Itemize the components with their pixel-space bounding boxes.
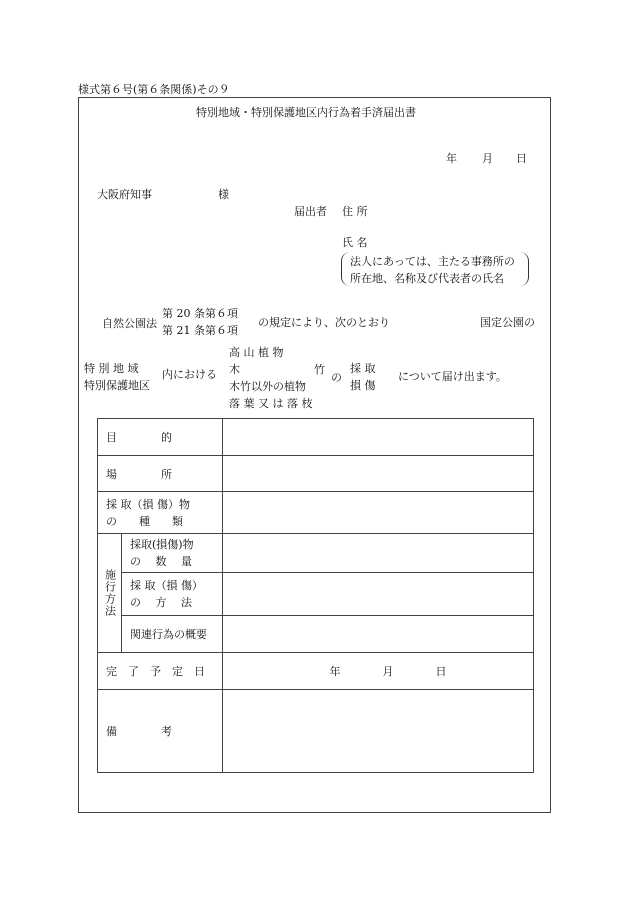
method-field[interactable] bbox=[223, 573, 534, 616]
area-option-1: 特 別 地 域 bbox=[84, 362, 139, 375]
plant-option-4: 落 葉 又 は 落 枝 bbox=[229, 397, 313, 410]
law-name: 自然公園法 bbox=[102, 317, 157, 330]
completion-day: 日 bbox=[435, 665, 447, 678]
kind-label-line1: 採 取（損 傷）物 bbox=[106, 497, 190, 511]
park-text: 国定公園の bbox=[480, 316, 535, 329]
within-text: 内における bbox=[162, 368, 217, 381]
row-method bbox=[98, 573, 534, 616]
row-remarks bbox=[98, 690, 534, 773]
method-label: 施行方法 bbox=[103, 569, 117, 617]
row-completion bbox=[98, 653, 534, 690]
act-choice bbox=[350, 360, 376, 394]
connector-no: の bbox=[331, 371, 342, 384]
area-choice bbox=[84, 360, 150, 394]
row-purpose bbox=[98, 419, 534, 456]
provision-text: の規定により、次のとおり bbox=[258, 316, 390, 329]
place-field[interactable] bbox=[223, 456, 534, 492]
remarks-field[interactable] bbox=[223, 690, 534, 773]
name-label: 氏 名 bbox=[342, 236, 368, 249]
method-group-label bbox=[98, 534, 122, 653]
addressee-honorific: 様 bbox=[218, 188, 229, 201]
corporate-note bbox=[350, 253, 515, 287]
kind-label-line2: の 種 類 bbox=[106, 514, 183, 528]
quantity-label-line2: の 数 量 bbox=[130, 555, 192, 568]
kind-label bbox=[98, 492, 223, 534]
row-place bbox=[98, 456, 534, 492]
corporate-note-line2: 所在地、名称及び代表者の氏名 bbox=[350, 272, 504, 285]
quantity-label bbox=[122, 534, 223, 573]
form-number: 様式第６号(第６条関係)その９ bbox=[78, 83, 230, 96]
purpose-field[interactable] bbox=[223, 419, 534, 456]
row-related bbox=[98, 616, 534, 653]
plant-option-2b: 竹 bbox=[314, 363, 325, 376]
date-month: 月 bbox=[482, 152, 493, 165]
related-field[interactable] bbox=[223, 616, 534, 653]
completion-year: 年 bbox=[329, 665, 341, 678]
method-detail-label bbox=[122, 573, 223, 616]
article-option-1: 第 20 条第６項 bbox=[162, 307, 238, 320]
addressee-name: 大阪府知事 bbox=[97, 188, 152, 201]
area-option-2: 特別保護地区 bbox=[84, 379, 150, 392]
completion-month: 月 bbox=[382, 665, 394, 678]
date-year: 年 bbox=[446, 152, 457, 165]
row-kind bbox=[98, 492, 534, 534]
address-label: 住 所 bbox=[342, 205, 368, 218]
act-option-1: 採 取 bbox=[350, 362, 376, 375]
method-detail-line1: 採 取（損 傷） bbox=[130, 579, 203, 592]
plant-option-1: 高 山 植 物 bbox=[229, 346, 284, 359]
article-choice bbox=[162, 305, 238, 339]
article-option-2: 第 21 条第６項 bbox=[162, 324, 238, 337]
kind-field[interactable] bbox=[223, 492, 534, 534]
closing-text: について届け出ます。 bbox=[398, 370, 507, 383]
form-title: 特別地域・特別保護地区内行為着手済届出書 bbox=[196, 106, 416, 119]
method-detail-line2: の 方 法 bbox=[130, 596, 192, 609]
completion-label: 完 了 予 定 日 bbox=[98, 653, 223, 690]
completion-field[interactable] bbox=[223, 653, 534, 690]
plant-option-3: 木竹以外の植物 bbox=[229, 380, 306, 393]
act-option-2: 損 傷 bbox=[350, 379, 376, 392]
plant-option-2a: 木 bbox=[229, 363, 240, 376]
corporate-note-line1: 法人にあっては、主たる事務所の bbox=[350, 255, 515, 268]
remarks-label: 備 考 bbox=[98, 690, 223, 773]
quantity-label-line1: 採取(損傷)物 bbox=[130, 538, 194, 551]
purpose-label: 目 的 bbox=[98, 419, 223, 456]
place-label: 場 所 bbox=[98, 456, 223, 492]
date-day: 日 bbox=[516, 152, 527, 165]
row-quantity bbox=[98, 534, 534, 573]
plant-choice bbox=[229, 344, 325, 412]
form-table bbox=[97, 418, 534, 773]
related-label: 関連行為の概要 bbox=[122, 616, 223, 653]
notifier-label: 届出者 bbox=[294, 205, 327, 218]
quantity-field[interactable] bbox=[223, 534, 534, 573]
